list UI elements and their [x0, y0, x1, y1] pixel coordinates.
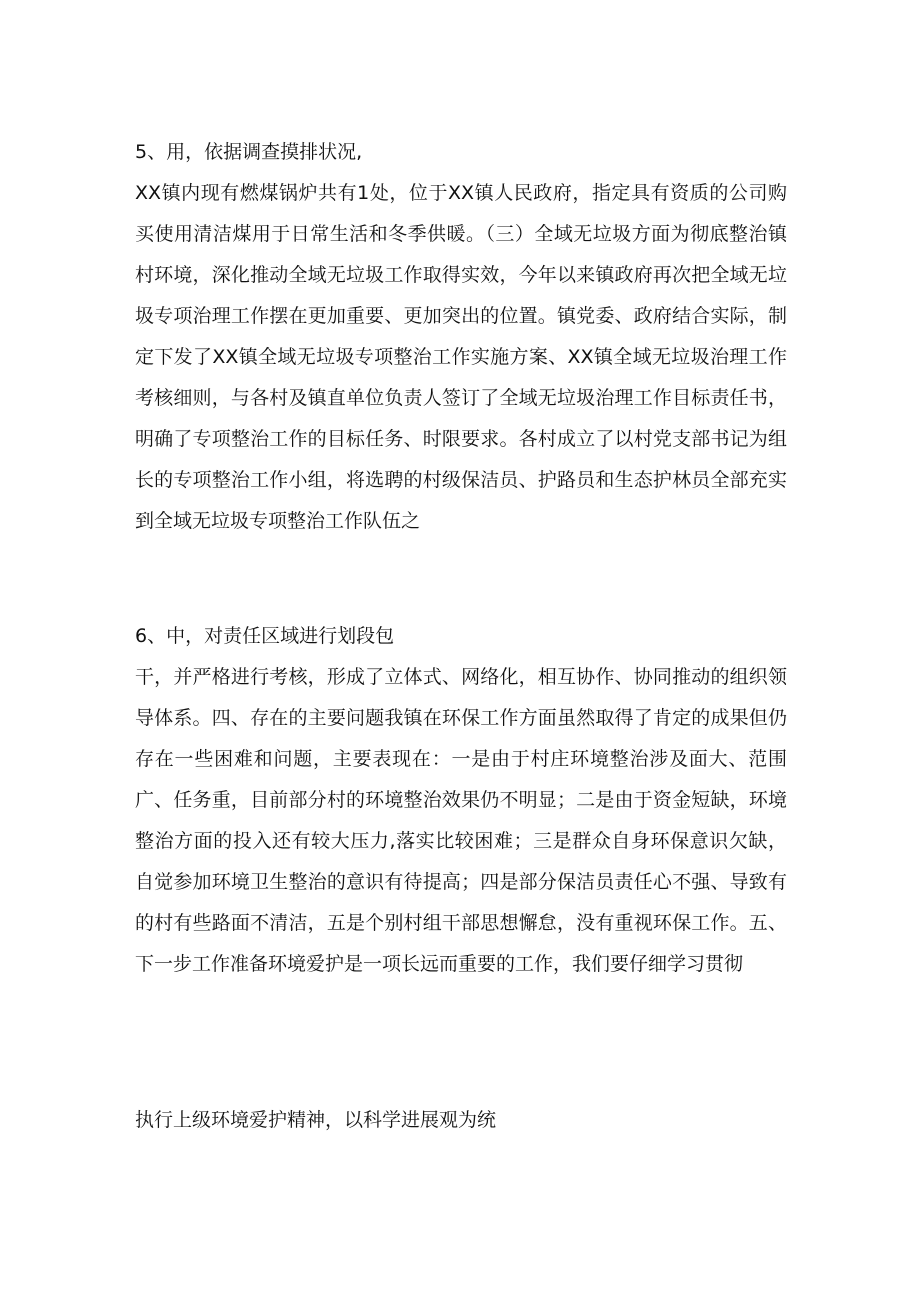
section-6-body: 干，并严格进行考核，形成了立体式、网络化，相互协作、协同推动的组织领导体系。四、存在的主要问题我镇在环保工作方面虽然取得了肯定的成果但仍存在一些困难和问题，主要表现在：一是由于村庄环境整治涉及面大、范围广、任务重，目前部分村的环境整治效果仍不明显；二是由于资金短缺，环境整治方面的投入还有较大压力,落实比较困难；三是群众自身环保意识欠缺，自觉参加环境卫生整治的意识有待提高；四是部分保洁员责任心不强、导致有的村有些路面不清洁，五是个别村组干部思想懈怠，没有重视环保工作。五、下一步工作准备环境爱护是一项长远而重要的工作，我们要仔细学习贯彻: [135, 666, 787, 975]
paragraph-section-6: [135, 616, 787, 985]
paragraph-section-5: [135, 132, 787, 542]
section-5-lead: 5、用，依据调查摸排状况,: [135, 141, 363, 163]
section-6-lead: 6、中，对责任区域进行划段包: [135, 625, 395, 647]
closing-line: 执行上级环境爱护精神，以科学进展观为统: [135, 1109, 497, 1131]
section-5-body: XX镇内现有燃煤锅炉共有1处，位于XX镇人民政府，指定具有资质的公司购买使用清洁煤用于日常生活和冬季供暖。（三）全域无垃圾方面为彻底整治镇村环境，深化推动全域无垃圾工作取得实效，今年以来镇政府再次把全域无垃圾专项治理工作摆在更加重要、更加突出的位置。镇党委、政府结合实际，制定下发了XX镇全域无垃圾专项整治工作实施方案、XX镇全域无垃圾治理工作考核细则，与各村及镇直单位负责人签订了全域无垃圾治理工作目标责任书，明确了专项整治工作的目标任务、时限要求。各村成立了以村党支部书记为组长的专项整治工作小组，将选聘的村级保洁员、护路员和生态护林员全部充实到全域无垃圾专项整治工作队伍之: [135, 182, 787, 532]
